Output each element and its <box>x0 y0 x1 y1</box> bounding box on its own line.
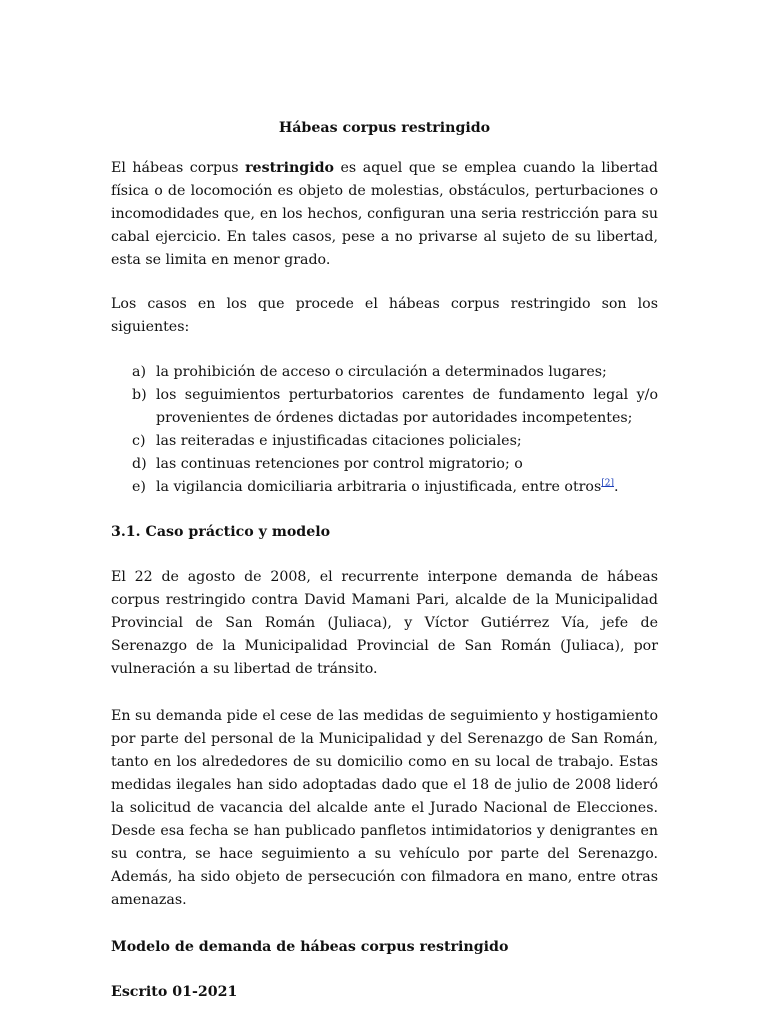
model-heading: Modelo de demanda de hábeas corpus restringido <box>111 939 509 955</box>
list-marker: a) <box>132 364 146 380</box>
list-marker: c) <box>132 433 146 449</box>
list-item-text: los seguimientos perturbatorios carentes de fundamento legal y/o provenientes de órdenes dictadas por autoridades incompetentes; <box>156 387 658 426</box>
footnote-link[interactable]: [2] <box>601 478 615 489</box>
case-paragraph-2: En su demanda pide el cese de las medidas de seguimiento y hostigamiento por parte del personal de la Municipalidad y del Serenazgo de San Román, tanto en los alrededores de su domicilio como en su local de trabajo. Estas medidas ilegales han sido adoptadas dado que el 18 de julio de 2008 lideró la solicitud de vacancia del alcalde ante el Jurado Nacional de Elecciones. Desde esa fecha se han publicado panfletos intimidatorios y denigrantes en su contra, se hace seguimiento a su vehículo por parte del Serenazgo. Además, ha sido objeto de persecución con filmadora en mano, entre otras amenazas. <box>111 708 658 908</box>
section-heading: 3.1. Caso práctico y modelo <box>111 524 331 540</box>
list-item-text: la prohibición de acceso o circulación a determinados lugares; <box>156 364 607 380</box>
list-item <box>111 453 658 476</box>
intro-rest: es aquel que se emplea cuando la libertad física o de locomoción es objeto de molestias, obstáculos, perturbaciones o incomodidades que, en los hechos, configuran una seria restricción para su cabal ejercicio. En tales casos, pese a no privarse al sujeto de su libertad, esta se limita en menor grado. <box>111 160 659 268</box>
list-item <box>111 384 658 430</box>
escrito-heading: Escrito 01-2021 <box>111 984 238 1000</box>
intro-bold-term: restringido <box>245 160 334 176</box>
case-paragraph-1: El 22 de agosto de 2008, el recurrente interpone demanda de hábeas corpus restringido contra David Mamani Pari, alcalde de la Municipalidad Provincial de San Román (Juliaca), y Víctor Gutiérrez Vía, jefe de Serenazgo de la Municipalidad Provincial de San Román (Juliaca), por vulneración a su libertad de tránsito. <box>111 569 658 677</box>
list-item-text: las continuas retenciones por control migratorio; o <box>156 456 523 472</box>
list-item-text: la vigilancia domiciliaria arbitraria o injustificada, entre otros <box>156 479 602 495</box>
cases-list <box>111 361 658 499</box>
list-item-tail: . <box>614 479 619 495</box>
list-marker: d) <box>132 456 147 472</box>
intro-lead: El hábeas corpus <box>111 160 239 176</box>
document-title: Hábeas corpus restringido <box>278 120 491 136</box>
intro-paragraph <box>111 157 658 272</box>
list-item <box>111 476 658 499</box>
list-marker: b) <box>132 387 147 403</box>
list-item-text: las reiteradas e injustificadas citaciones policiales; <box>156 433 522 449</box>
list-item <box>111 361 658 384</box>
list-marker: e) <box>132 479 146 495</box>
list-item <box>111 430 658 453</box>
cases-intro: Los casos en los que procede el hábeas corpus restringido son los siguientes: <box>111 296 658 335</box>
